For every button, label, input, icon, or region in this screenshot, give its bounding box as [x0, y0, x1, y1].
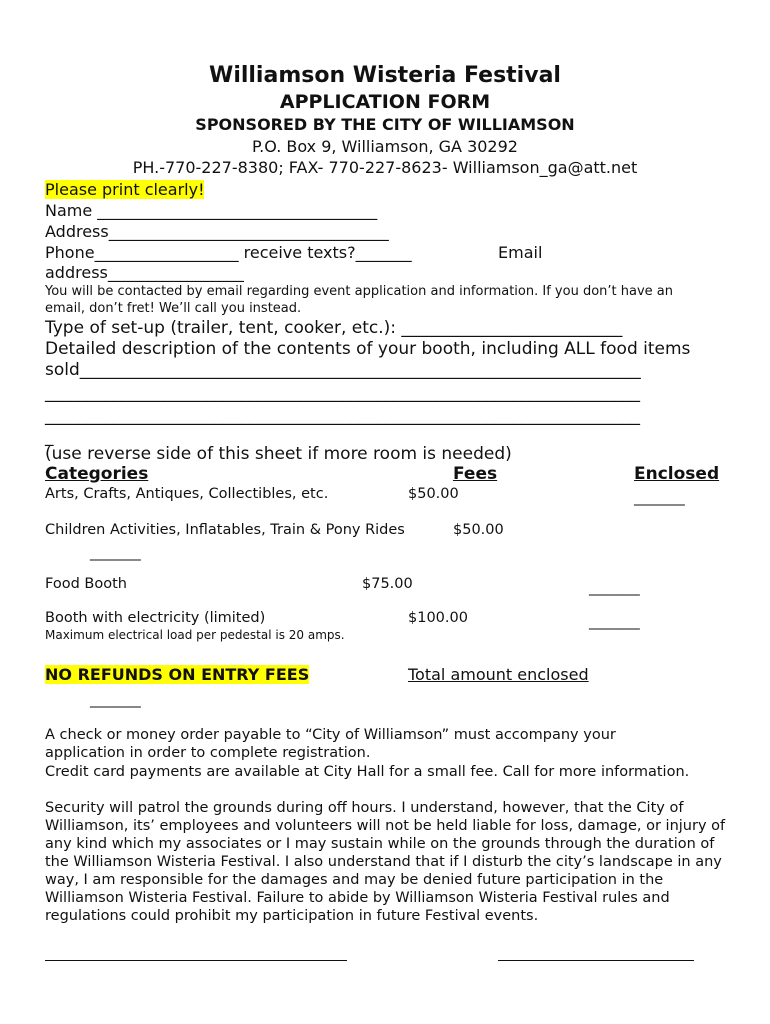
- fee-children-activities: $50.00: [453, 522, 504, 538]
- reverse-side-note: (use reverse side of this sheet if more room is needed): [45, 444, 512, 464]
- description-line-2[interactable]: ______________________________________________________________________: [45, 383, 640, 403]
- enclosed-arts-crafts-blank[interactable]: _______: [634, 490, 685, 506]
- description-line-3[interactable]: ______________________________________________________________________: [45, 406, 640, 426]
- form-subtitle: APPLICATION FORM: [279, 91, 491, 113]
- enclosed-electric-booth-blank[interactable]: _______: [589, 614, 640, 630]
- enclosed-food-booth-blank[interactable]: _______: [589, 580, 640, 596]
- enclosed-children-activities-blank[interactable]: _______: [90, 545, 141, 561]
- email-label: Email: [498, 243, 543, 262]
- payment-line-1: A check or money order payable to “City of Williamson” must accompany your: [45, 727, 616, 743]
- sponsor-line: SPONSORED BY THE CITY OF WILLIAMSON: [195, 115, 575, 134]
- date-line[interactable]: [498, 960, 694, 961]
- description-line-4[interactable]: _: [45, 427, 54, 447]
- items-sold-field[interactable]: sold__________________________________________________________________: [45, 360, 641, 380]
- page-title: Williamson Wisteria Festival: [209, 63, 561, 88]
- categories-header: Categories: [45, 464, 149, 484]
- category-children-activities: Children Activities, Inflatables, Train & Pony Rides: [45, 522, 405, 538]
- no-refunds-notice: NO REFUNDS ON ENTRY FEES: [45, 665, 310, 684]
- print-clearly-notice: Please print clearly!: [45, 180, 205, 199]
- fee-arts-crafts: $50.00: [408, 486, 459, 502]
- category-arts-crafts: Arts, Crafts, Antiques, Collectibles, etc.: [45, 486, 329, 502]
- email-note-line-2: email, don’t fret! We’ll call you instead.: [45, 301, 302, 316]
- fees-header: Fees: [453, 464, 498, 484]
- name-field[interactable]: Name ___________________________________: [45, 201, 378, 220]
- total-amount-blank[interactable]: _______: [90, 692, 141, 708]
- phone-texts-field[interactable]: Phone__________________ receive texts?_______: [45, 243, 412, 262]
- mailing-address: P.O. Box 9, Williamson, GA 30292: [252, 137, 518, 156]
- contact-info: PH.-770-227-8380; FAX- 770-227-8623- Williamson_ga@att.net: [132, 158, 638, 177]
- category-electric-booth: Booth with electricity (limited): [45, 610, 266, 626]
- setup-type-field[interactable]: Type of set-up (trailer, tent, cooker, etc.): __________________________: [45, 318, 623, 338]
- fee-electric-booth: $100.00: [408, 610, 468, 626]
- signature-line[interactable]: [45, 960, 347, 961]
- booth-description-label: Detailed description of the contents of your booth, including ALL food items: [45, 339, 691, 359]
- liability-statement: Security will patrol the grounds during off hours. I understand, however, that the City of Williamson, its’ employees and volunteers will not be held liable for loss, damage, or injury of any kind which my associates or I may sustain while on the grounds through the duration of the Williamson Wisteria Festival. I also understand that if I disturb the city’s landscape in any way, I am responsible for the damages and may be denied future participation in the Williamson Wisteria Festival. Failure to abide by Williamson Wisteria Festival rules and regulations could prohibit my participation in future Festival events.: [45, 800, 726, 924]
- fee-food-booth: $75.00: [362, 576, 413, 592]
- total-amount-label: Total amount enclosed: [408, 665, 589, 684]
- address-field[interactable]: Address___________________________________: [45, 222, 389, 241]
- email-note-line-1: You will be contacted by email regarding event application and information. If you don’t have an: [45, 284, 673, 299]
- payment-line-3: Credit card payments are available at City Hall for a small fee. Call for more information.: [45, 764, 690, 780]
- category-food-booth: Food Booth: [45, 576, 127, 592]
- electric-load-note: Maximum electrical load per pedestal is 20 amps.: [45, 628, 345, 642]
- enclosed-header: Enclosed: [634, 464, 720, 484]
- email-address-field[interactable]: address_________________: [45, 263, 244, 282]
- payment-line-2: application in order to complete registration.: [45, 745, 371, 761]
